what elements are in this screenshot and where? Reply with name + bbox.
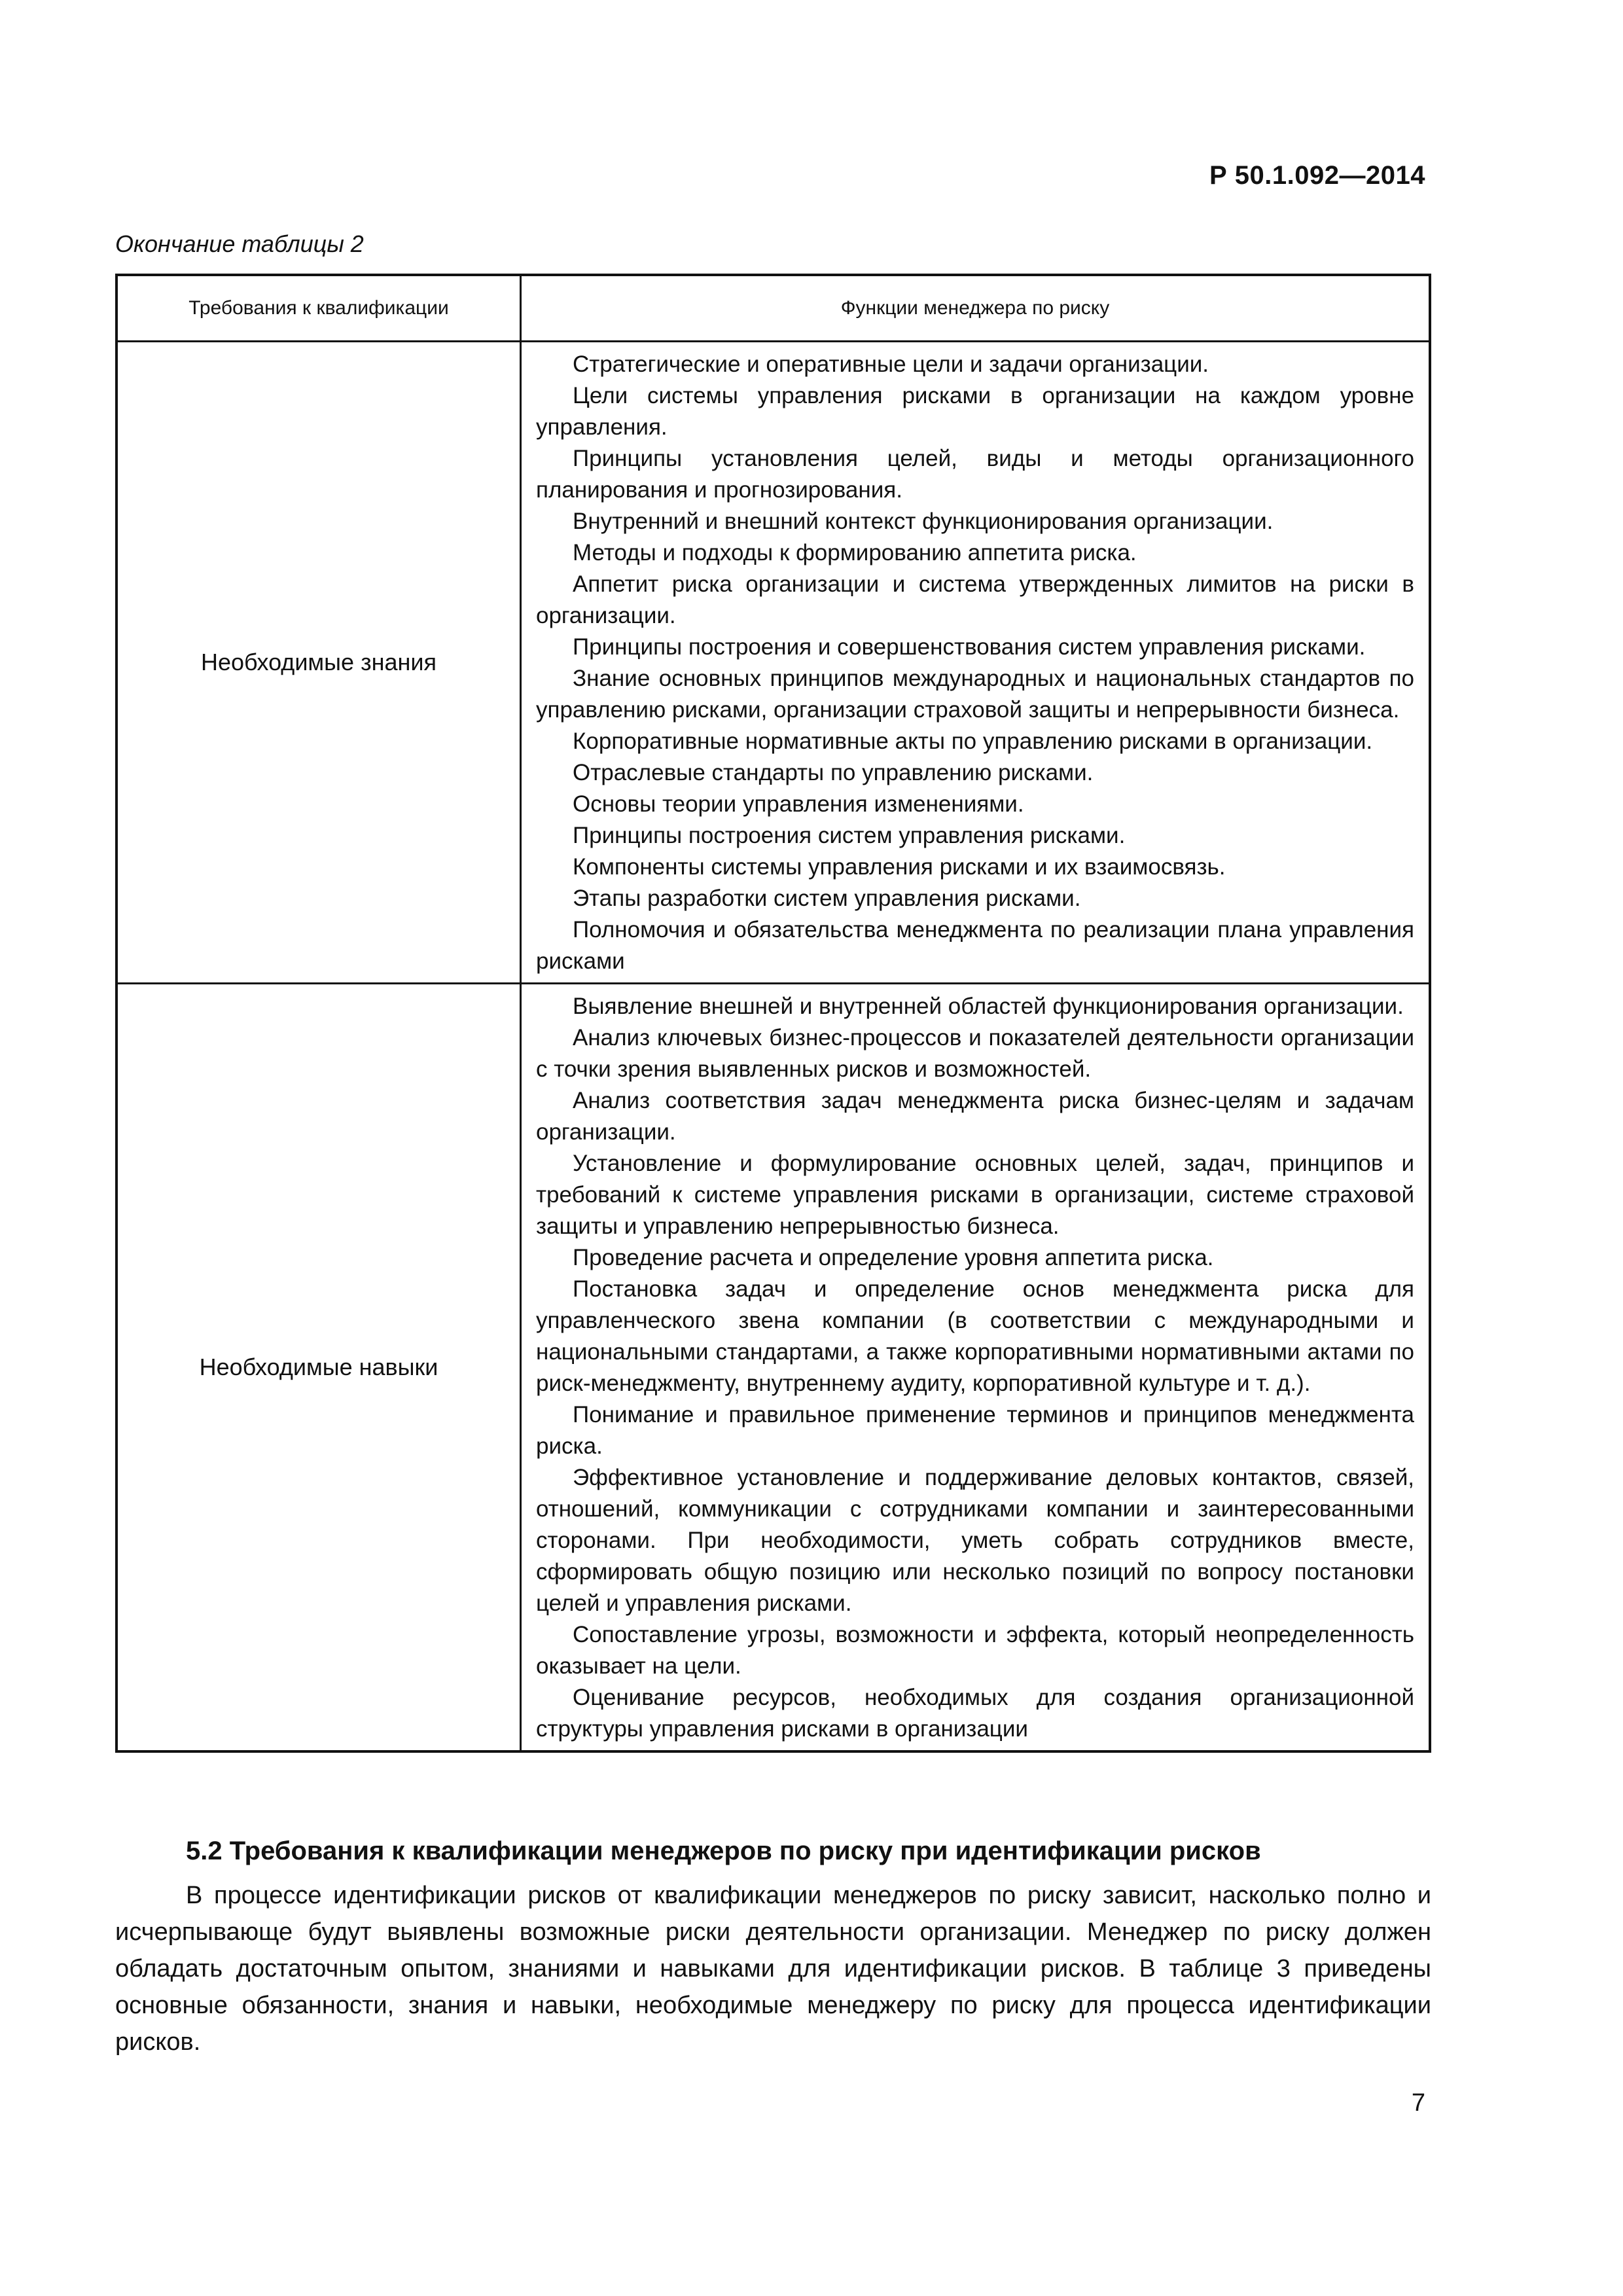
table-row [116,984,1430,1752]
row-label: Необходимые навыки [116,984,521,1752]
page-number: 7 [1411,2089,1425,2117]
list-item: Методы и подходы к формированию аппетита риска. [573,540,1137,565]
list-item: Принципы построения систем управления рисками. [573,823,1126,848]
list-item: Понимание и правильное применение терминов и принципов менеджмента риска. [536,1402,1414,1459]
list-item: Проведение расчета и определение уровня аппетита риска. [573,1245,1214,1270]
section-paragraph: В процессе идентификации рисков от квалификации менеджеров по риску зависит, насколько полно и исчерпывающе будут выявлены возможные риски деятельности организации. Менеджер по риску должен обладать достаточным опытом, знаниями и навыками для идентификации рисков. В таблице 3 приведены основные обязанности, знания и навыки, необходимые менеджеру по риску для процесса идентификации рисков. [115,1882,1431,2056]
list-item: Оценивание ресурсов, необходимых для создания организационной структуры управления рисками в организации [536,1685,1414,1742]
document-code: Р 50.1.092—2014 [1209,161,1425,190]
list-item: Принципы установления целей, виды и методы организационного планирования и прогнозирования. [536,446,1414,503]
list-item: Основы теории управления изменениями. [573,791,1024,817]
list-item: Отраслевые стандарты по управлению рисками. [573,760,1094,785]
list-item: Компоненты системы управления рисками и их взаимосвязь. [573,854,1226,880]
row-label: Необходимые знания [116,342,521,984]
table-caption: Окончание таблицы 2 [115,230,364,257]
list-item: Этапы разработки систем управления рисками. [573,886,1081,911]
section-5-2 [115,1833,1431,2060]
list-item: Сопоставление угрозы, возможности и эффекта, который неопределенность оказывает на цели. [536,1622,1414,1679]
list-item: Постановка задач и определение основ менеджмента риска для управленческого звена компании (в соответствии с международными и национальными стандартами, а также корпоративными нормативными актами по риск-менеджменту, внутреннему аудиту, корпоративной культуре и т. д.). [536,1276,1414,1396]
table-header-row [116,275,1430,342]
list-item: Принципы построения и совершенствования систем управления рисками. [573,634,1366,660]
list-item: Аппетит риска организации и система утвержденных лимитов на риски в организации. [536,571,1414,628]
table-row [116,342,1430,984]
list-item: Анализ соответствия задач менеджмента риска бизнес-целям и задачам организации. [536,1088,1414,1145]
list-item: Стратегические и оперативные цели и задачи организации. [573,351,1209,377]
list-item: Анализ ключевых бизнес-процессов и показателей деятельности организации с точки зрения выявленных рисков и возможностей. [536,1025,1414,1082]
row-items [521,984,1431,1752]
column-header-functions: Функции менеджера по риску [521,275,1431,342]
qualification-table [115,274,1431,1753]
list-item: Знание основных принципов международных и национальных стандартов по управлению рисками, организации страховой защиты и непрерывности бизнеса. [536,666,1414,723]
list-item: Полномочия и обязательства менеджмента по реализации плана управления рисками [536,917,1414,974]
list-item: Корпоративные нормативные акты по управлению рисками в организации. [573,728,1373,754]
list-item: Выявление внешней и внутренней областей функционирования организации. [573,994,1404,1019]
section-heading: 5.2 Требования к квалификации менеджеров по риску при идентификации рисков [186,1837,1261,1865]
table-body [116,342,1430,1752]
list-item: Цели системы управления рисками в организации на каждом уровне управления. [536,383,1414,440]
list-item: Внутренний и внешний контекст функционирования организации. [573,509,1274,534]
list-item: Установление и формулирование основных целей, задач, принципов и требований к системе управления рисками в организации, системе страховой защиты и управлению непрерывностью бизнеса. [536,1151,1414,1239]
list-item: Эффективное установление и поддерживание деловых контактов, связей, отношений, коммуникации с сотрудниками компании и заинтересованными сторонами. При необходимости, уметь собрать сотрудников вместе, сформировать общую позицию или несколько позиций по вопросу постановки целей и управления рисками. [536,1465,1414,1616]
column-header-requirements: Требования к квалификации [116,275,521,342]
row-items [521,342,1431,984]
